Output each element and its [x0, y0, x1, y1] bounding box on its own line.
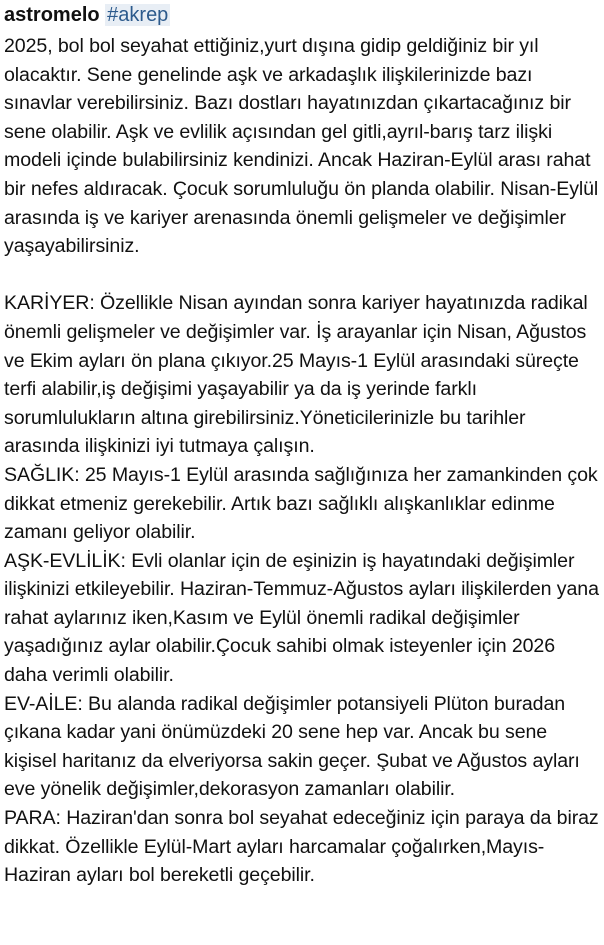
username-link[interactable]: astromelo: [4, 4, 100, 26]
post: [4, 2, 600, 890]
post-caption: [4, 32, 600, 890]
caption-ev-aile: EV-AİLE: Bu alanda radikal değişimler potansiyeli Plüton buradan çıkana kadar yani önümüzdeki 20 sene hep var. Ancak bu sene kişisel haritanız da elveriyorsa sakin geçer. Şubat ve Ağustos ayları eve yönelik değişimler,dekorasyon zamanları olabilir.: [4, 692, 580, 801]
caption-ask-evlilik: AŞK-EVLİLİK: Evli olanlar için de eşinizin iş hayatındaki değişimler ilişkinizi etkileyebilir. Haziran-Temmuz-Ağustos ayları ilişkilerden yana rahat aylarınız iken,Kasım ve Eylül önemli radikal değişimler yaşadığınız aylar olabilir.Çocuk sahibi olmak isteyenler için 2026 daha verimli olabilir.: [4, 549, 599, 687]
post-header: [4, 2, 600, 28]
caption-saglik: SAĞLIK: 25 Mayıs-1 Eylül arasında sağlığınıza her zamankinden çok dikkat etmeniz gerekebilir. Artık bazı sağlıklı alışkanlıklar edinme zamanı geliyor olabilir.: [4, 463, 598, 544]
caption-intro: 2025, bol bol seyahat ettiğiniz,yurt dışına gidip geldiğiniz bir yıl olacaktır. Sene genelinde aşk ve arkadaşlık ilişkilerinizde bazı sınavlar verebilirsiniz. Bazı dostları hayatınızdan çıkartacağınız bir sene olabilir. Aşk ve evlilik açısından gel gitli,ayrıl-barış tarz ilişki modeli içinde bulabilirsiniz kendinizi. Ancak Haziran-Eylül arası rahat bir nefes aldıracak. Çocuk sorumluluğu ön planda olabilir. Nisan-Eylül arasında iş ve kariyer arenasında önemli gelişmeler ve değişimler yaşayabilirsiniz.: [4, 35, 599, 258]
caption-kariyer: KARİYER: Özellikle Nisan ayından sonra kariyer hayatınızda radikal önemli gelişmeler ve değişimler var. İş arayanlar için Nisan, Ağustos ve Ekim ayları ön plana çıkıyor.25 Mayıs-1 Eylül arasındaki süreçte terfi alabilir,iş değişimi yaşayabilir ya da iş yerinde farklı sorumlulukların altına girebilirsiniz.Yöneticilerinizle bu tarihler arasında ilişkinizi iyi tutmaya çalışın.: [4, 292, 588, 458]
paragraph-gap: [4, 261, 600, 290]
hashtag-link[interactable]: #akrep: [107, 4, 169, 26]
caption-para: PARA: Haziran'dan sonra bol seyahat edeceğiniz için paraya da biraz dikkat. Özellikle Eylül-Mart ayları harcamalar çoğalırken,Mayıs-Haziran ayları bol bereketli geçebilir.: [4, 807, 599, 887]
